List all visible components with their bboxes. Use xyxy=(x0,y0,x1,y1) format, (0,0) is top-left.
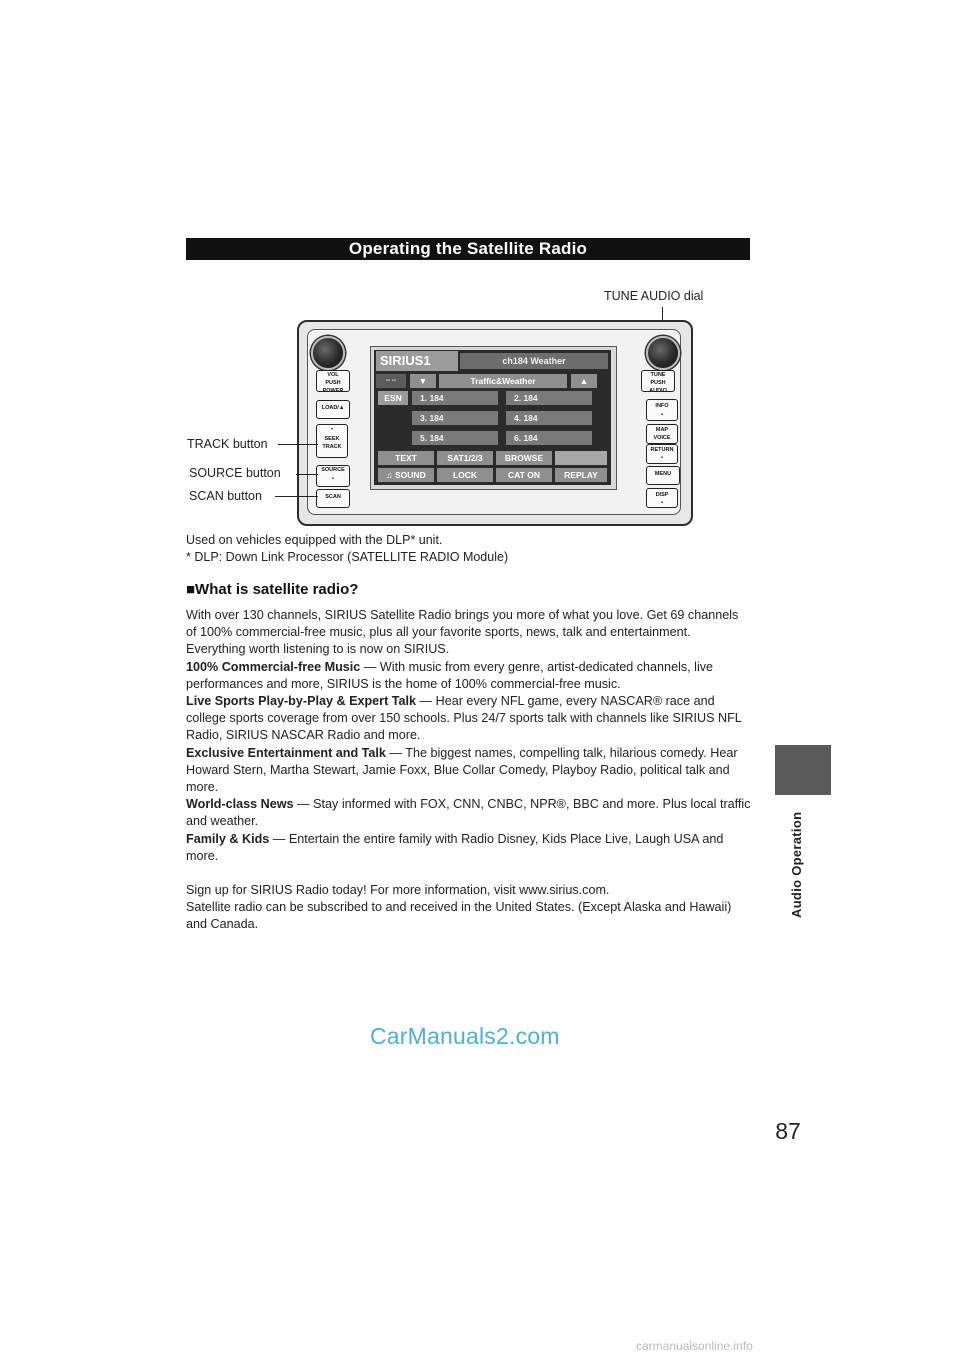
info-label: INFO xyxy=(655,403,669,409)
feature-text: — The biggest names, compelling talk, hilarious comedy. Hear Howard Stern, Martha Stewart, Jamie Foxx, Blue Collar Comedy, Playboy Radio, political talk and more. xyxy=(186,745,738,795)
screen-category: Traffic&Weather xyxy=(439,374,567,388)
section-body xyxy=(186,607,752,934)
indicator-dot-icon: • xyxy=(661,455,663,461)
tune-button xyxy=(641,370,675,392)
seek-label: SEEK xyxy=(324,436,340,442)
figure-footnote: * DLP: Down Link Processor (SATELLITE RADIO Module) xyxy=(186,550,509,564)
leader-line-scan xyxy=(275,496,318,497)
screen-lock-button: LOCK xyxy=(437,468,493,482)
map-label: MAP xyxy=(655,427,669,433)
screen-channel: ch184 Weather xyxy=(460,353,608,369)
display-screen xyxy=(374,350,611,485)
footer-url[interactable]: carmanualsonline.info xyxy=(636,1339,753,1353)
seek-track-button xyxy=(316,424,348,458)
voice-label: VOICE xyxy=(653,435,671,441)
tune-label: TUNE xyxy=(650,372,666,378)
tune-audio-dial xyxy=(646,336,680,370)
section-tab-label: Audio Operation xyxy=(789,811,804,919)
leader-line-track xyxy=(278,444,318,445)
screen-sat-button: SAT1/2/3 xyxy=(437,451,493,465)
feature-term: World-class News xyxy=(186,797,294,812)
screen-blank-button xyxy=(555,451,607,465)
indicator-dot-icon: • xyxy=(661,412,663,418)
feature-term: Family & Kids xyxy=(186,831,270,846)
vol-sub-label: PUSH POWER xyxy=(322,380,344,392)
feature-item xyxy=(186,693,752,745)
disp-button xyxy=(646,488,678,508)
screen-text-button: TEXT xyxy=(378,451,434,465)
screen-preset-2: 2. 184 xyxy=(506,391,592,405)
return-label: RETURN xyxy=(650,447,674,453)
callout-track-button: TRACK button xyxy=(187,437,268,451)
leader-line-source xyxy=(296,474,318,475)
scan-button: SCAN xyxy=(316,489,350,508)
map-voice-button xyxy=(646,424,678,444)
screen-replay-button: REPLAY xyxy=(555,468,607,482)
load-button: LOAD/▲ xyxy=(316,400,350,419)
return-button xyxy=(646,444,678,464)
feature-text: — Stay informed with FOX, CNN, CNBC, NPR®, BBC and more. Plus local traffic and weather. xyxy=(186,797,751,829)
track-label: TRACK xyxy=(322,444,342,450)
source-button xyxy=(316,465,350,487)
feature-item xyxy=(186,745,752,797)
feature-text: — Entertain the entire family with Radio Disney, Kids Place Live, Laugh USA and more. xyxy=(186,831,724,863)
indicator-dot-icon: • xyxy=(661,500,663,506)
vol-knob xyxy=(311,336,345,370)
feature-item xyxy=(186,831,752,865)
feature-item xyxy=(186,659,752,693)
screen-preset-5: 5. 184 xyxy=(412,431,498,445)
screen-esn-button: ESN xyxy=(378,391,408,405)
feature-term: 100% Commercial-free Music xyxy=(186,659,361,674)
callout-scan-button: SCAN button xyxy=(189,489,262,503)
screen-browse-button: BROWSE xyxy=(496,451,552,465)
screen-category-up-button: ▲ xyxy=(571,374,597,388)
screen-source-title: SIRIUS1 xyxy=(376,351,458,371)
vol-button xyxy=(316,370,350,392)
feature-term: Live Sports Play-by-Play & Expert Talk xyxy=(186,694,417,709)
page-header-bar xyxy=(186,238,750,260)
chevron-up-icon: ⌃ xyxy=(329,428,335,434)
screen-dashes: -- -- xyxy=(376,374,406,388)
screen-preset-1: 1. 184 xyxy=(412,391,498,405)
menu-button: MENU xyxy=(646,466,680,485)
info-button xyxy=(646,399,678,421)
figure-caption: Used on vehicles equipped with the DLP* unit. xyxy=(186,533,443,547)
vol-label: VOL xyxy=(327,372,339,378)
disp-label: DISP xyxy=(655,492,669,498)
feature-text: — Hear every NFL game, every NASCAR® race and college sports coverage from over 150 schools. Plus 24/7 sports talk with channels like SIRIUS NFL Radio, SIRIUS NASCAR Radio and more. xyxy=(186,694,742,743)
indicator-dot-icon: • xyxy=(332,476,334,482)
feature-text: — With music from every genre, artist-dedicated channels, live performances and more, SIRIUS is the home of 100% commercial-free music. xyxy=(186,659,714,691)
screen-preset-6: 6. 184 xyxy=(506,431,592,445)
feature-term: Exclusive Entertainment and Talk xyxy=(186,745,386,760)
feature-item xyxy=(186,796,752,830)
watermark-link[interactable]: CarManuals2.com xyxy=(370,1023,560,1049)
screen-category-down-button: ▼ xyxy=(410,374,436,388)
tune-sub-label: PUSH AUDIO xyxy=(649,380,667,392)
screen-preset-4: 4. 184 xyxy=(506,411,592,425)
callout-tune-audio-dial: TUNE AUDIO dial xyxy=(604,289,704,303)
sound-icon: ♫ xyxy=(386,470,396,480)
screen-sound-label: SOUND xyxy=(395,470,426,480)
section-tab-marker xyxy=(775,745,831,795)
source-label: SOURCE xyxy=(321,467,345,473)
intro-paragraph: With over 130 channels, SIRIUS Satellite Radio brings you more of what you love. Get 69 channels of 100% commercial-free music, plus all your favorite sports, news, talk and entertainment. Everything worth listening to is now on SIRIUS. xyxy=(186,608,739,657)
page-title: Operating the Satellite Radio xyxy=(348,239,588,258)
section-heading: ■What is satellite radio? xyxy=(186,581,359,598)
screen-sound-button xyxy=(378,468,434,482)
signup-paragraph: Sign up for SIRIUS Radio today! For more information, visit www.sirius.com. xyxy=(186,883,610,898)
screen-preset-3: 3. 184 xyxy=(412,411,498,425)
coverage-paragraph: Satellite radio can be subscribed to and received in the United States. (Except Alaska and Hawaii) and Canada. xyxy=(186,900,732,932)
page-number: 87 xyxy=(775,1118,801,1144)
screen-cat-on-button: CAT ON xyxy=(496,468,552,482)
paragraph-gap xyxy=(186,865,752,882)
callout-source-button: SOURCE button xyxy=(189,466,281,480)
